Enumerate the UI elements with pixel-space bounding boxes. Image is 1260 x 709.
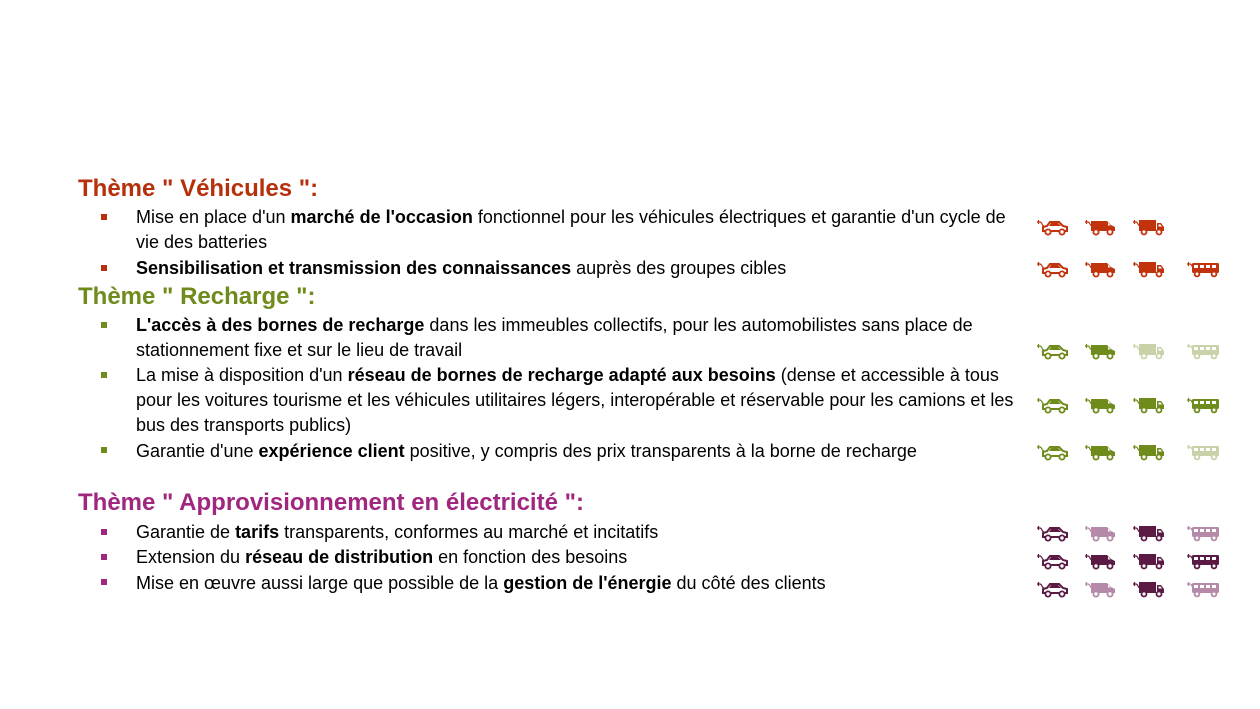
car-icon: [1036, 260, 1070, 278]
van-icon: [1084, 524, 1118, 542]
vehicle-icon-row: [1036, 218, 1222, 236]
van-icon: [1084, 396, 1118, 414]
bus-icon: [1186, 552, 1220, 570]
list-item-text: [136, 545, 1016, 570]
list-item-text: [136, 205, 1016, 255]
emphasis-text: marché de l'occasion: [290, 207, 473, 227]
vehicle-icon-row: [1036, 260, 1222, 278]
emphasis-text: réseau de distribution: [245, 547, 434, 567]
truck-icon: [1132, 552, 1166, 570]
list-item-text: [136, 363, 1016, 438]
body-text: Extension du: [136, 547, 246, 567]
emphasis-text: réseau de bornes de recharge adapté aux besoins: [347, 365, 776, 385]
car-icon: [1036, 524, 1070, 542]
body-text: fonctionnel pour les véhicules électriques et garantie d'un cycle de vie des batteries: [136, 207, 1006, 252]
list-item-text: [136, 520, 1016, 545]
bus-icon: [1186, 443, 1220, 461]
bullet-marker: [101, 322, 107, 328]
list-item-text: [136, 313, 1016, 363]
vehicle-icon-row: [1036, 524, 1222, 542]
van-icon: [1084, 552, 1118, 570]
body-text: dans les immeubles collectifs, pour les automobilistes sans place de stationnement fixe et sur le lieu de travail: [136, 315, 973, 360]
bullet-marker: [101, 214, 107, 220]
bullet-marker: [101, 579, 107, 585]
body-text: (dense et accessible à tous pour les voitures tourisme et les véhicules utilitaires légers, interopérable et réservable pour les camions et les bus des transports publics): [136, 365, 1014, 435]
emphasis-text: tarifs: [235, 522, 280, 542]
truck-icon: [1132, 580, 1166, 598]
body-text: La mise à disposition d'un: [136, 365, 348, 385]
van-icon: [1084, 342, 1118, 360]
body-text: positive, y compris des prix transparents à la borne de recharge: [404, 441, 917, 461]
bus-icon: [1186, 342, 1220, 360]
body-text: auprès des groupes cibles: [571, 258, 787, 278]
theme-title-approvisionnement: Thème " Approvisionnement en électricité ":: [78, 489, 584, 516]
van-icon: [1084, 218, 1118, 236]
truck-icon: [1132, 218, 1166, 236]
list-item-text: [136, 439, 1016, 464]
body-text: transparents, conformes au marché et incitatifs: [279, 522, 659, 542]
car-icon: [1036, 443, 1070, 461]
vehicle-icon-row: [1036, 443, 1222, 461]
body-text: Garantie de: [136, 522, 236, 542]
body-text: en fonction des besoins: [433, 547, 628, 567]
car-icon: [1036, 342, 1070, 360]
bullet-marker: [101, 554, 107, 560]
body-text: Mise en place d'un: [136, 207, 291, 227]
van-icon: [1084, 580, 1118, 598]
vehicle-icon-row: [1036, 342, 1222, 360]
emphasis-text: Sensibilisation et transmission des connaissances: [136, 258, 572, 278]
emphasis-text: expérience client: [258, 441, 405, 461]
van-icon: [1084, 260, 1118, 278]
bus-icon: [1186, 524, 1220, 542]
body-text: du côté des clients: [671, 573, 826, 593]
emphasis-text: gestion de l'énergie: [503, 573, 672, 593]
vehicle-icon-row: [1036, 396, 1222, 414]
bullet-marker: [101, 529, 107, 535]
car-icon: [1036, 218, 1070, 236]
truck-icon: [1132, 524, 1166, 542]
van-icon: [1084, 443, 1118, 461]
bullet-marker: [101, 265, 107, 271]
list-item-text: [136, 256, 1016, 281]
truck-icon: [1132, 260, 1166, 278]
theme-title-recharge: Thème " Recharge ":: [78, 283, 316, 310]
bullet-marker: [101, 372, 107, 378]
vehicle-icon-row: [1036, 580, 1222, 598]
truck-icon: [1132, 443, 1166, 461]
car-icon: [1036, 552, 1070, 570]
bus-icon: [1186, 260, 1220, 278]
truck-icon: [1132, 396, 1166, 414]
bus-icon: [1186, 580, 1220, 598]
vehicle-icon-row: [1036, 552, 1222, 570]
truck-icon: [1132, 342, 1166, 360]
theme-title-vehicules: Thème " Véhicules ":: [78, 175, 319, 202]
body-text: Garantie d'une: [136, 441, 259, 461]
list-item-text: [136, 571, 1016, 596]
bus-icon: [1186, 396, 1220, 414]
bullet-marker: [101, 447, 107, 453]
body-text: Mise en œuvre aussi large que possible de la: [136, 573, 504, 593]
emphasis-text: L'accès à des bornes de recharge: [136, 315, 425, 335]
car-icon: [1036, 580, 1070, 598]
car-icon: [1036, 396, 1070, 414]
